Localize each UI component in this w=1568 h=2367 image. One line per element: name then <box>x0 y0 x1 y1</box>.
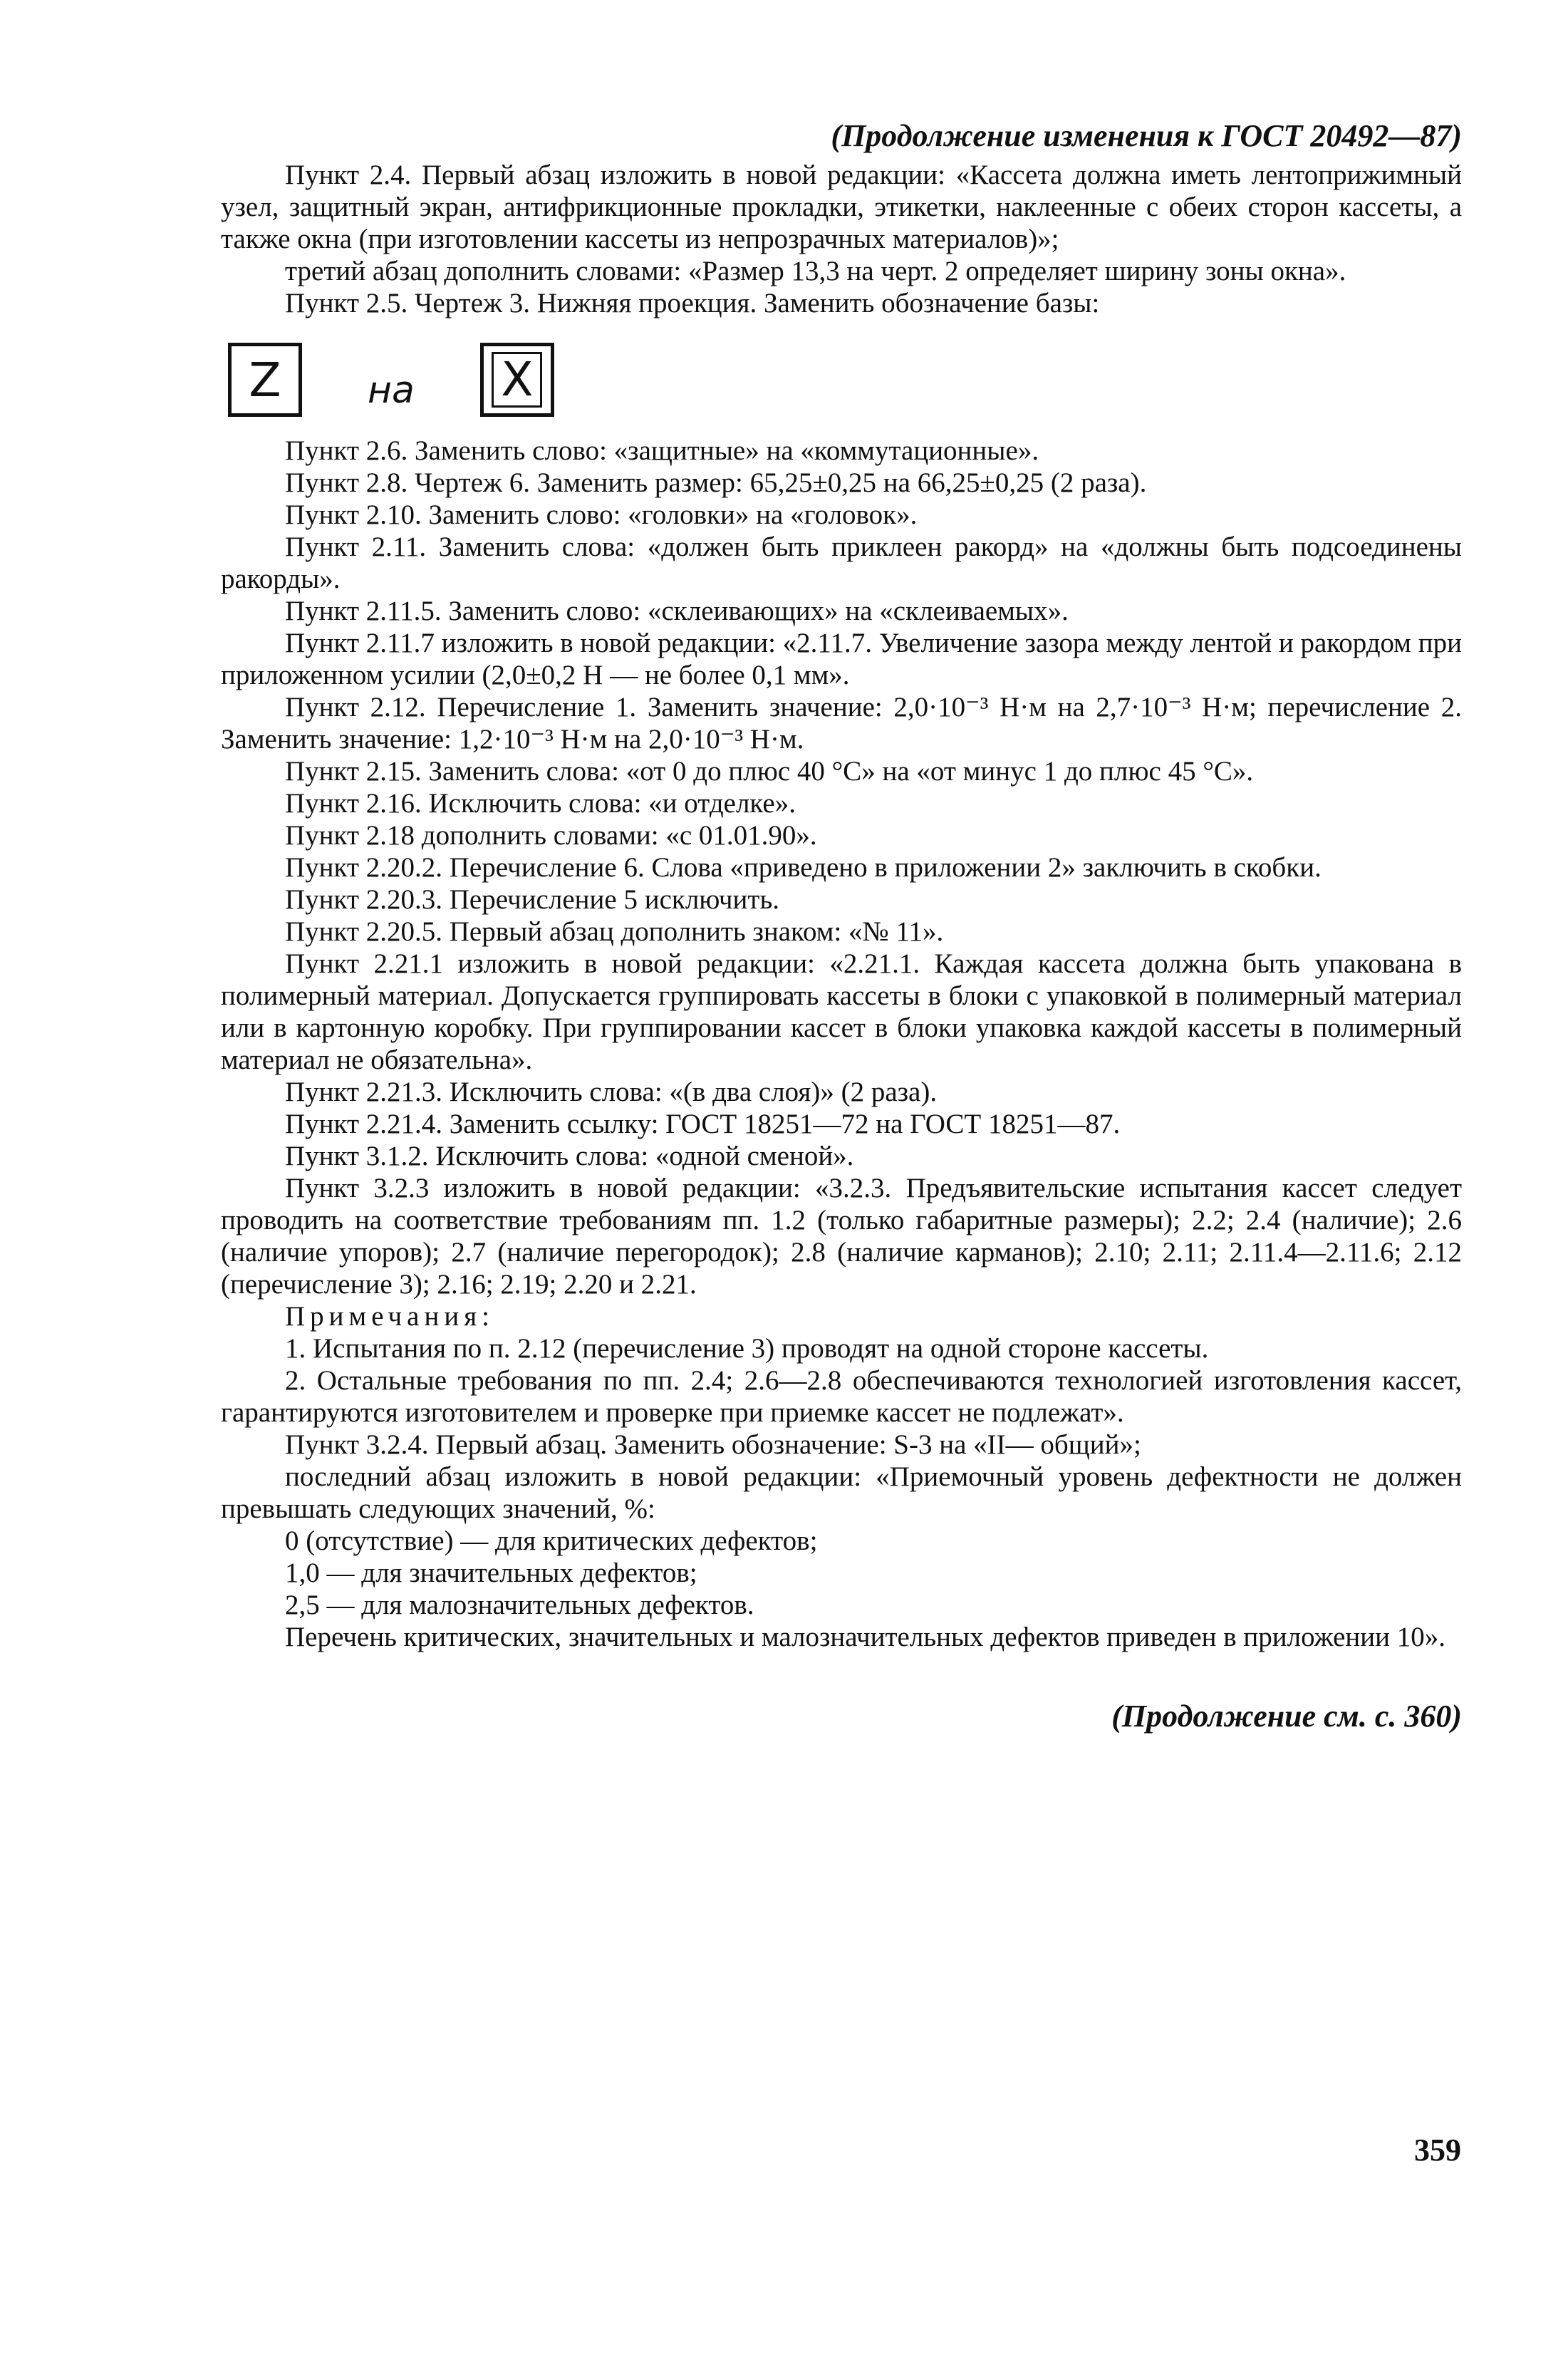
base-symbol-new <box>480 343 554 417</box>
paragraph-2-4-third: третий абзац дополнить словами: «Размер 13,3 на черт. 2 определяет ширину зоны окна». <box>285 256 1346 286</box>
paragraph-2-15: Пункт 2.15. Заменить слова: «от 0 до плюс 40 °С» на «от минус 1 до плюс 45 °С». <box>285 756 1254 787</box>
page-number: 359 <box>1414 2133 1461 2167</box>
defect-level-minor: 2,5 — для малозначительных дефектов. <box>285 1590 754 1620</box>
continuation-note: (Продолжение см. с. 360) <box>1111 1699 1462 1734</box>
paragraph-2-20-2: Пункт 2.20.2. Перечисление 6. Слова «приведено в приложении 2» заключить в скобки. <box>285 852 1322 883</box>
paragraph-2-21-1: Пункт 2.21.1 изложить в новой редакции: «2.21.1. Каждая кассета должна быть упакована в полимерный материал. Допускается группировать кассеты в блоки с упаковкой в полимерный материал или в картонную коробку. При группировании кассет в блоки упаковка каждой кассеты в полимерный материал не обязательна». <box>221 948 1462 1075</box>
paragraph-2-21-4: Пункт 2.21.4. Заменить ссылку: ГОСТ 18251—72 на ГОСТ 18251—87. <box>285 1109 1121 1139</box>
paragraph-2-18: Пункт 2.18 дополнить словами: «с 01.01.90». <box>285 820 817 851</box>
note-2: 2. Остальные требования по пп. 2.4; 2.6—2.8 обеспечиваются технологией изготовления кассет, гарантируются изготовителем и проверке при приемке кассет не подлежат». <box>221 1365 1462 1428</box>
base-symbol-new-letter: X <box>492 352 542 408</box>
paragraph-2-16: Пункт 2.16. Исключить слова: «и отделке». <box>285 788 796 819</box>
paragraph-2-20-5: Пункт 2.20.5. Первый абзац дополнить знаком: «№ 11». <box>285 916 944 947</box>
paragraph-2-6: Пункт 2.6. Заменить слово: «защитные» на «коммутационные». <box>285 435 1039 466</box>
base-symbol-old <box>228 343 302 417</box>
paragraph-2-11: Пункт 2.11. Заменить слова: «должен быть приклеен ракорд» на «должны быть подсоединены ракорды». <box>221 532 1462 594</box>
paragraph-2-11-5: Пункт 2.11.5. Заменить слово: «склеивающих» на «склеиваемых». <box>285 596 1069 626</box>
paragraph-3-1-2: Пункт 3.1.2. Исключить слова: «одной сменой». <box>285 1141 854 1171</box>
paragraph-2-11-7: Пункт 2.11.7 изложить в новой редакции: «2.11.7. Увеличение зазора между лентой и ракордом при приложенном усилии (2,0±0,2 Н — не более 0,1 мм». <box>221 628 1462 690</box>
note-1: 1. Испытания по п. 2.12 (перечисление 3) проводят на одной стороне кассеты. <box>285 1333 1209 1364</box>
paragraph-2-5: Пункт 2.5. Чертеж 3. Нижняя проекция. Заменить обозначение базы: <box>285 288 1100 318</box>
paragraph-2-8: Пункт 2.8. Чертеж 6. Заменить размер: 65,25±0,25 на 66,25±0,25 (2 раза). <box>285 467 1147 498</box>
paragraph-3-2-4: Пункт 3.2.4. Первый абзац. Заменить обозначение: S-3 на «II— общий»; <box>285 1429 1141 1460</box>
paragraph-2-10: Пункт 2.10. Заменить слово: «головки» на «головок». <box>285 499 918 530</box>
base-designation-figure <box>228 333 1462 426</box>
paragraph-2-4: Пункт 2.4. Первый абзац изложить в новой редакции: «Кассета должна иметь лентоприжимный узел, защитный экран, антифрикционные прокладки, этикетки, наклеенные с обеих сторон кассеты, а также окна (при изготовлении кассеты из непрозрачных материалов)»; <box>221 160 1462 254</box>
paragraph-3-2-3: Пункт 3.2.3 изложить в новой редакции: «3.2.3. Предъявительские испытания кассет следует проводить на соответствие требованиям пп. 1.2 (только габаритные размеры); 2.2; 2.4 (наличие); 2.6 (наличие упоров); 2.7 (наличие перегородок); 2.8 (наличие карманов); 2.10; 2.11; 2.11.4—2.11.6; 2.12 (перечисление 3); 2.16; 2.19; 2.20 и 2.21. <box>221 1173 1462 1300</box>
paragraph-2-20-3: Пункт 2.20.3. Перечисление 5 исключить. <box>285 884 780 915</box>
running-header: (Продолжение изменения к ГОСТ 20492—87) <box>831 118 1462 153</box>
paragraph-2-21-3: Пункт 2.21.3. Исключить слова: «(в два слоя)» (2 раза). <box>285 1077 938 1107</box>
notes-title: Примечания: <box>285 1301 494 1332</box>
paragraph-3-2-4-last: последний абзац изложить в новой редакции: «Приемочный уровень дефектности не должен превышать следующих значений, %: <box>221 1461 1462 1524</box>
base-symbol-old-letter: Z <box>249 352 281 408</box>
paragraph-2-12: Пункт 2.12. Перечисление 1. Заменить значение: 2,0·10⁻³ Н·м на 2,7·10⁻³ Н·м; перечисление 2. Заменить значение: 1,2·10⁻³ Н·м на 2,0·10⁻³ Н·м. <box>221 692 1462 755</box>
defect-level-significant: 1,0 — для значительных дефектов; <box>285 1558 697 1588</box>
defect-level-critical: 0 (отсутствие) — для критических дефектов; <box>285 1526 818 1556</box>
document-body <box>221 120 1462 1732</box>
base-symbol-word: на <box>368 368 415 412</box>
defect-list-paragraph: Перечень критических, значительных и малозначительных дефектов приведен в приложении 10». <box>285 1622 1446 1652</box>
